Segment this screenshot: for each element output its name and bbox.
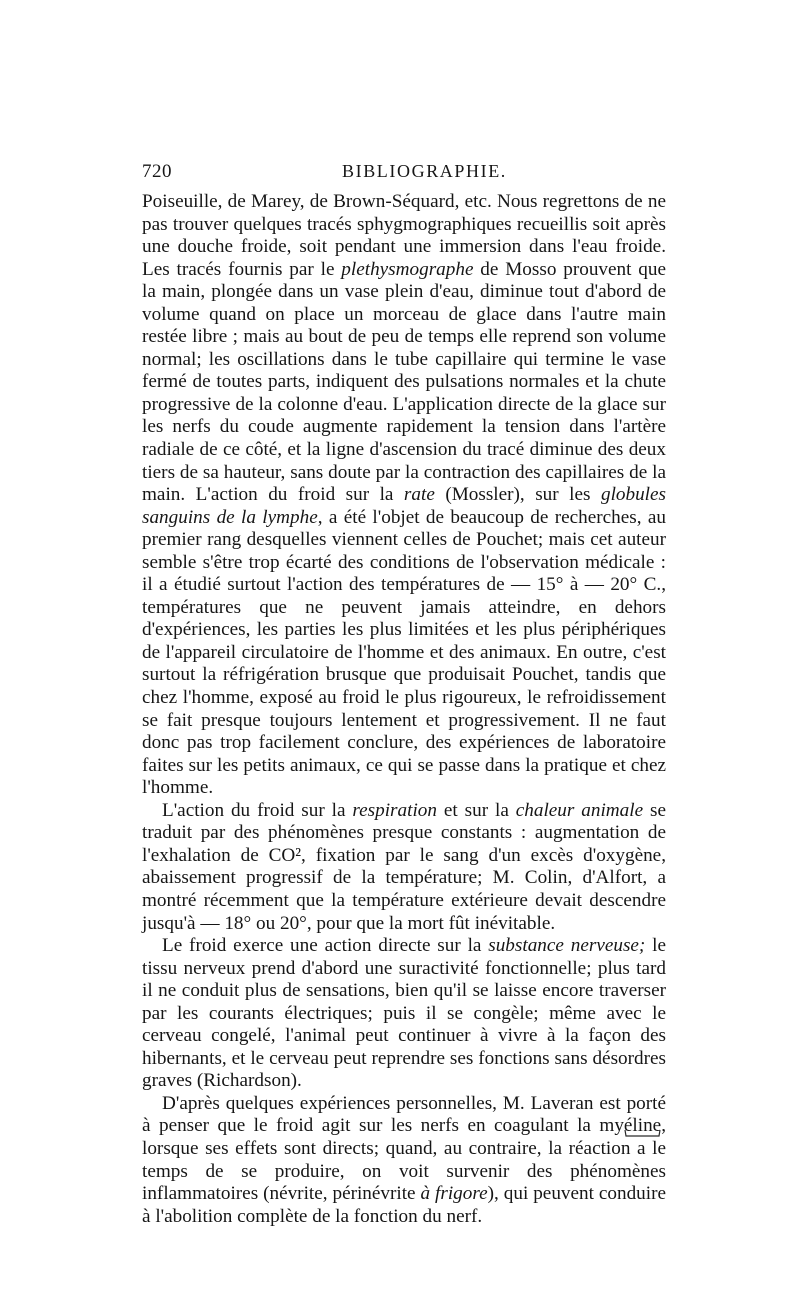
text-run: L'action du froid sur la <box>162 799 353 821</box>
running-head: BIBLIOGRAPHIE. <box>342 161 507 181</box>
text-run: Le froid exerce une action directe sur la <box>162 935 489 957</box>
page-header <box>142 161 666 187</box>
italic-term-rate: rate <box>403 484 435 506</box>
text-run: de Mosso prouvent que la main, plongée dans un vase plein d'eau, diminue tout d'abord de volume quand on place un morceau de glace dans l'autre main restée libre ; mais au bout de peu de temps elle reprend son volume normal; les oscillations dans le tube capillaire qui termine le vase fermé de toutes parts, indiquent des pulsations normales et la chute progressive de la colonne d'eau. L'application directe de la glace sur les nerfs du coude augmente rapidement la tension dans l'artère radiale de ce côté, et la ligne d'ascension du tracé diminue des deux tiers de sa hauteur, sans doute par la contraction des capillaires de la main. L'action du froid sur la <box>142 258 666 506</box>
italic-term-plethysmographe: plethysmographe <box>341 258 474 280</box>
paragraph-substance-nerveuse <box>142 935 666 1093</box>
body-text <box>142 191 666 1228</box>
page-number: 720 <box>142 161 172 182</box>
text-run: D'après quelques expériences personnelles, M. Laveran est porté à penser que le froid agit sur les nerfs en coagulant la myéline, lorsque ses effets sont directs; quand, au contraire, la réaction a le temps de se produire, on voit survenir des phénomènes inflammatoires (névrite, périnévrite <box>142 1092 666 1205</box>
paragraph-laveran <box>142 1093 666 1228</box>
end-ornament <box>623 1128 663 1138</box>
italic-term-substance-nerveuse: substance nerveuse; <box>488 935 646 957</box>
italic-term-respiration: respiration <box>352 799 437 821</box>
text-run: , a été l'objet de beaucoup de recherches, au premier rang desquelles viennent celles de Pouchet; mais cet auteur semble s'être trop écarté des conditions de l'observation médicale : il a étudié surtout l'action des températures de — 15° à — 20° C., températures que ne peuvent jamais atteindre, en dehors d'expériences, les parties les plus limitées et les plus périphériques de l'appareil circulatoire de l'homme et des animaux. En outre, c'est surtout la réfrigération brusque que produisait Pouchet, tandis que chez l'homme, exposé au froid le plus rigoureux, le refroidissement se fait presque toujours lentement et progressivement. Il ne faut donc pas trop facilement conclure, des expériences de laboratoire faites sur les petits animaux, ce qui se passe dans la pratique et chez l'homme. <box>142 506 666 799</box>
italic-term-chaleur-animale: chaleur animale <box>515 799 644 821</box>
paragraph-circulation <box>142 191 666 800</box>
text-run: se traduit par des phénomènes presque constants : augmentation de l'exhalation de CO², fixation par le sang d'un excès d'oxygène, abaissement progressif de la température; M. Colin, d'Alfort, a montré récemment que la température extérieure devait descendre jusqu'à — 18° ou 20°, pour que la mort fût inévitable. <box>142 799 666 934</box>
paragraph-respiration <box>142 800 666 935</box>
italic-term-globules: globules sanguins de la lymphe <box>142 484 666 528</box>
text-run: et sur la <box>436 799 516 821</box>
italic-term-a-frigore: à frigore <box>420 1183 488 1205</box>
text-run: ), qui peuvent conduire à l'abolition complète de la fonction du nerf. <box>142 1183 667 1227</box>
text-run: (Mossler), sur les <box>434 484 601 506</box>
text-run: Poiseuille, de Marey, de Brown-Séquard, etc. Nous regrettons de ne pas trouver quelques tracés sphygmographiques recueillis soit après une douche froide, soit pendant une immersion dans l'eau froide. Les tracés fournis par le <box>142 191 666 280</box>
text-run: le tissu nerveux prend d'abord une suractivité fonctionnelle; plus tard il ne conduit plus de sensations, bien qu'il se laisse encore traverser par les courants électriques; puis il se congèle; même avec le cerveau congelé, l'animal peut continuer à vivre à la façon des hibernants, et le cerveau peut reprendre ses fonctions sans désordres graves (Richardson). <box>142 935 666 1092</box>
